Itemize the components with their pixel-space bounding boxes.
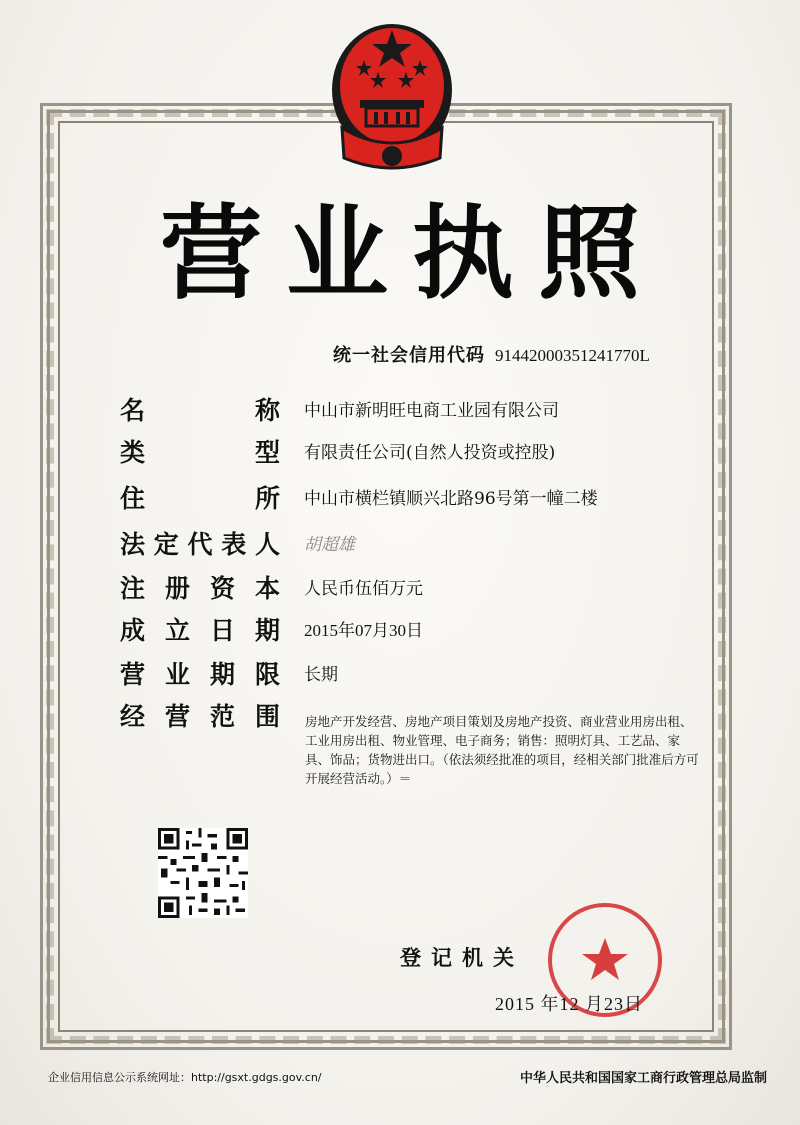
field-value: 中山市新明旺电商工业园有限公司 — [304, 401, 559, 421]
registration-authority-label: 登记机关 — [400, 946, 524, 970]
footer-website: 企业信用信息公示系统网址：http://gsxt.gdgs.gov.cn/ — [48, 1071, 322, 1084]
field-label: 注 册 资 本 — [120, 574, 280, 603]
field-label: 住 所 — [120, 484, 280, 513]
title-char: 执 — [412, 195, 514, 314]
field-address — [120, 478, 720, 516]
field-value: 有限责任公司(自然人投资或控股) — [304, 443, 556, 463]
credit-code-label: 统一社会信用代码 — [333, 345, 485, 366]
field-name — [120, 390, 720, 428]
field-value: 2015年07月30日 — [304, 621, 423, 640]
field-label: 经 营 范 围 — [120, 702, 280, 731]
title-char: 业 — [286, 195, 388, 314]
credit-code-line — [333, 341, 723, 367]
footer-supervisor: 中华人民共和国国家工商行政管理总局监制 — [520, 1071, 768, 1086]
national-emblem-icon — [322, 8, 462, 178]
title-char: 营 — [160, 195, 262, 314]
field-value: 胡超雄 — [304, 535, 355, 555]
field-established — [120, 610, 720, 648]
field-label: 营 业 期 限 — [120, 660, 280, 689]
field-value: 中山市横栏镇顺兴北路96号第一幢二楼 — [304, 489, 598, 509]
field-label: 类 型 — [120, 438, 280, 467]
credit-code-value: 91442000351241770L — [495, 346, 650, 365]
field-legal-rep — [120, 524, 720, 562]
field-term — [120, 654, 720, 692]
field-capital — [120, 568, 720, 606]
title-char: 照 — [538, 195, 640, 314]
field-label: 法 定 代 表 人 — [120, 530, 280, 559]
registration-date: 2015 年12 月23日 — [495, 994, 643, 1014]
qr-code-icon — [158, 828, 248, 918]
field-label: 成 立 日 期 — [120, 616, 280, 645]
field-value: 人民币伍佰万元 — [304, 579, 423, 599]
business-scope-text: 房地产开发经营、房地产项目策划及房地产投资、商业营业用房出租、工业用房出租、物业管理、电子商务；销售：照明灯具、工艺品、家具、饰品；货物进出口。（依法须经批准的项目，经相关部门批准后方可开展经营活动。）＝ — [305, 714, 699, 786]
field-value: 长期 — [304, 665, 338, 685]
field-label: 名 称 — [120, 396, 280, 425]
license-title — [160, 190, 640, 320]
field-type — [120, 432, 720, 470]
